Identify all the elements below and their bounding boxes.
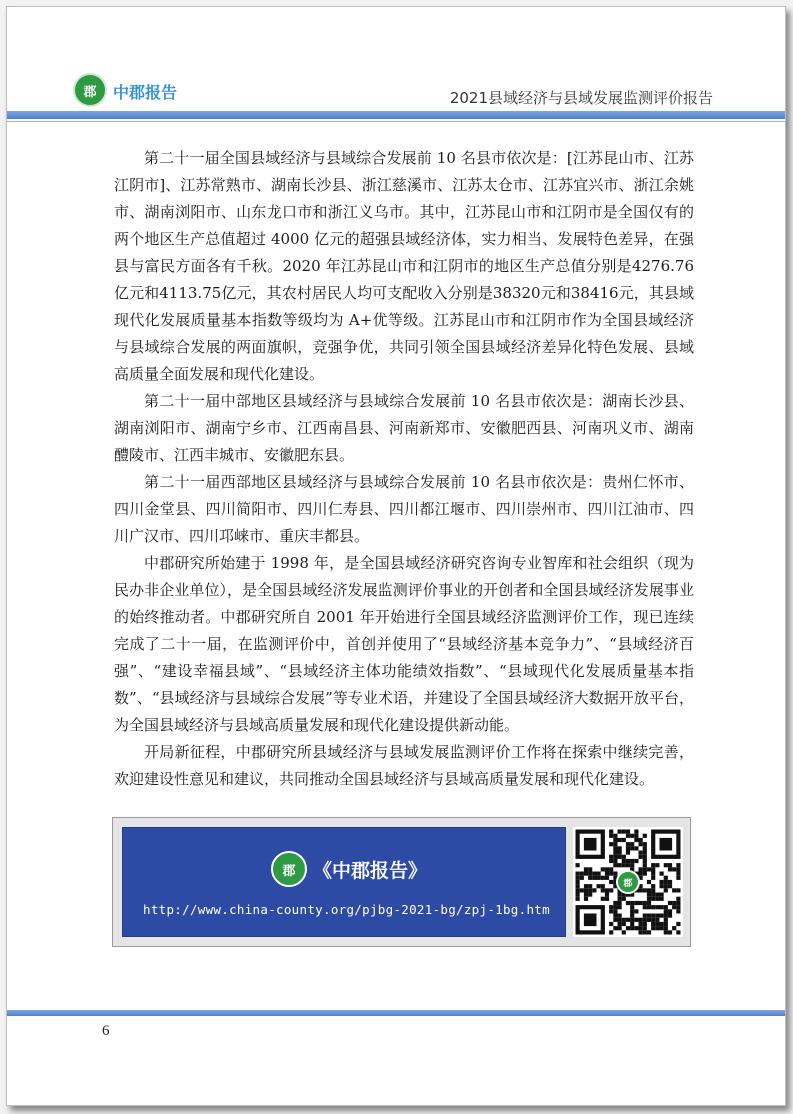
body-text <box>114 145 694 793</box>
qr-emblem-icon: 郡 <box>616 870 640 894</box>
paragraph-western-top10: 第二十一届西部地区县域经济与县域综合发展前 10 名县市依次是：贵州仁怀市、四川金堂县、四川简阳市、四川仁寿县、四川都江堰市、四川崇州市、四川江油市、四川广汉市、四川邛崃市、重庆丰都县。 <box>114 473 694 545</box>
paragraph-institute-intro: 中郡研究所始建于 1998 年，是全国县域经济研究咨询专业智库和社会组织（现为民办非企业单位），是全国县域经济发展监测评价事业的开创者和全国县域经济发展事业的始终推动者。中郡研究所自 2001 年开始进行全国县域经济监测评价工作，现已连续完成了二十一届，在监测评价中，首创并使用了“县域经济基本竞争力”、“县域经济百强”、“建设幸福县域”、“县域经济主体功能绩效指数”、“县域现代化发展质量基本指数”、“县域经济与县域综合发展”等专业术语，并建设了全国县域经济大数据开放平台，为全国县域经济与县域高质量发展和现代化建设提供新动能。 <box>114 554 694 734</box>
paragraph-central-top10: 第二十一届中部地区县域经济与县域综合发展前 10 名县市依次是：湖南长沙县、湖南浏阳市、湖南宁乡市、江西南昌县、河南新郑市、安徽肥西县、河南巩义市、湖南醴陵市、江西丰城市、安徽肥东县。 <box>114 392 694 464</box>
qr-code-icon[interactable] <box>573 827 683 937</box>
zhongjun-logo-icon: 郡 <box>73 73 107 107</box>
footer-rule <box>7 1010 785 1016</box>
header-rule <box>7 111 785 119</box>
banner-title: 《中郡报告》 <box>313 860 428 882</box>
zhongjun-emblem-icon: 郡 <box>271 851 307 887</box>
paragraph-national-top10: 第二十一届全国县域经济与县域综合发展前 10 名县市依次是：[江苏昆山市、江苏江阴市]、江苏常熟市、湖南长沙县、浙江慈溪市、江苏太仓市、江苏宜兴市、浙江余姚市、湖南浏阳市、山东龙口市和浙江义乌市。其中，江苏昆山市和江阴市是全国仅有的两个地区生产总值超过 4000 亿元的超强县域经济体，实力相当、发展特色差异，在强县与富民方面各有千秋。2020 年江苏昆山市和江阴市的地区生产总值分别是4276.76亿元和4113.75亿元，其农村居民人均可支配收入分别是38320元和38416元，其县域现代化发展质量基本指数等级均为 A+优等级。江苏昆山市和江阴市作为全国县域经济与县域综合发展的两面旗帜，竞强争优，共同引领全国县域经济差异化特色发展、县域高质量全面发展和现代化建设。 <box>114 149 694 383</box>
document-page <box>6 6 786 1106</box>
running-header-title: 2021县域经济与县域发展监测评价报告 <box>449 89 713 107</box>
paragraph-closing: 开局新征程，中郡研究所县域经济与县域发展监测评价工作将在探索中继续完善，欢迎建设性意见和建议，共同推动全国县域经济与县域高质量发展和现代化建设。 <box>114 743 694 788</box>
page-number: 6 <box>102 1023 110 1039</box>
banner-url-link[interactable]: http://www.china-county.org/pjbg-2021-bg/zpj-1bg.htm <box>143 902 550 917</box>
logo-text: 中郡报告 <box>113 83 178 102</box>
banner-panel <box>122 827 566 937</box>
report-banner <box>112 817 691 947</box>
